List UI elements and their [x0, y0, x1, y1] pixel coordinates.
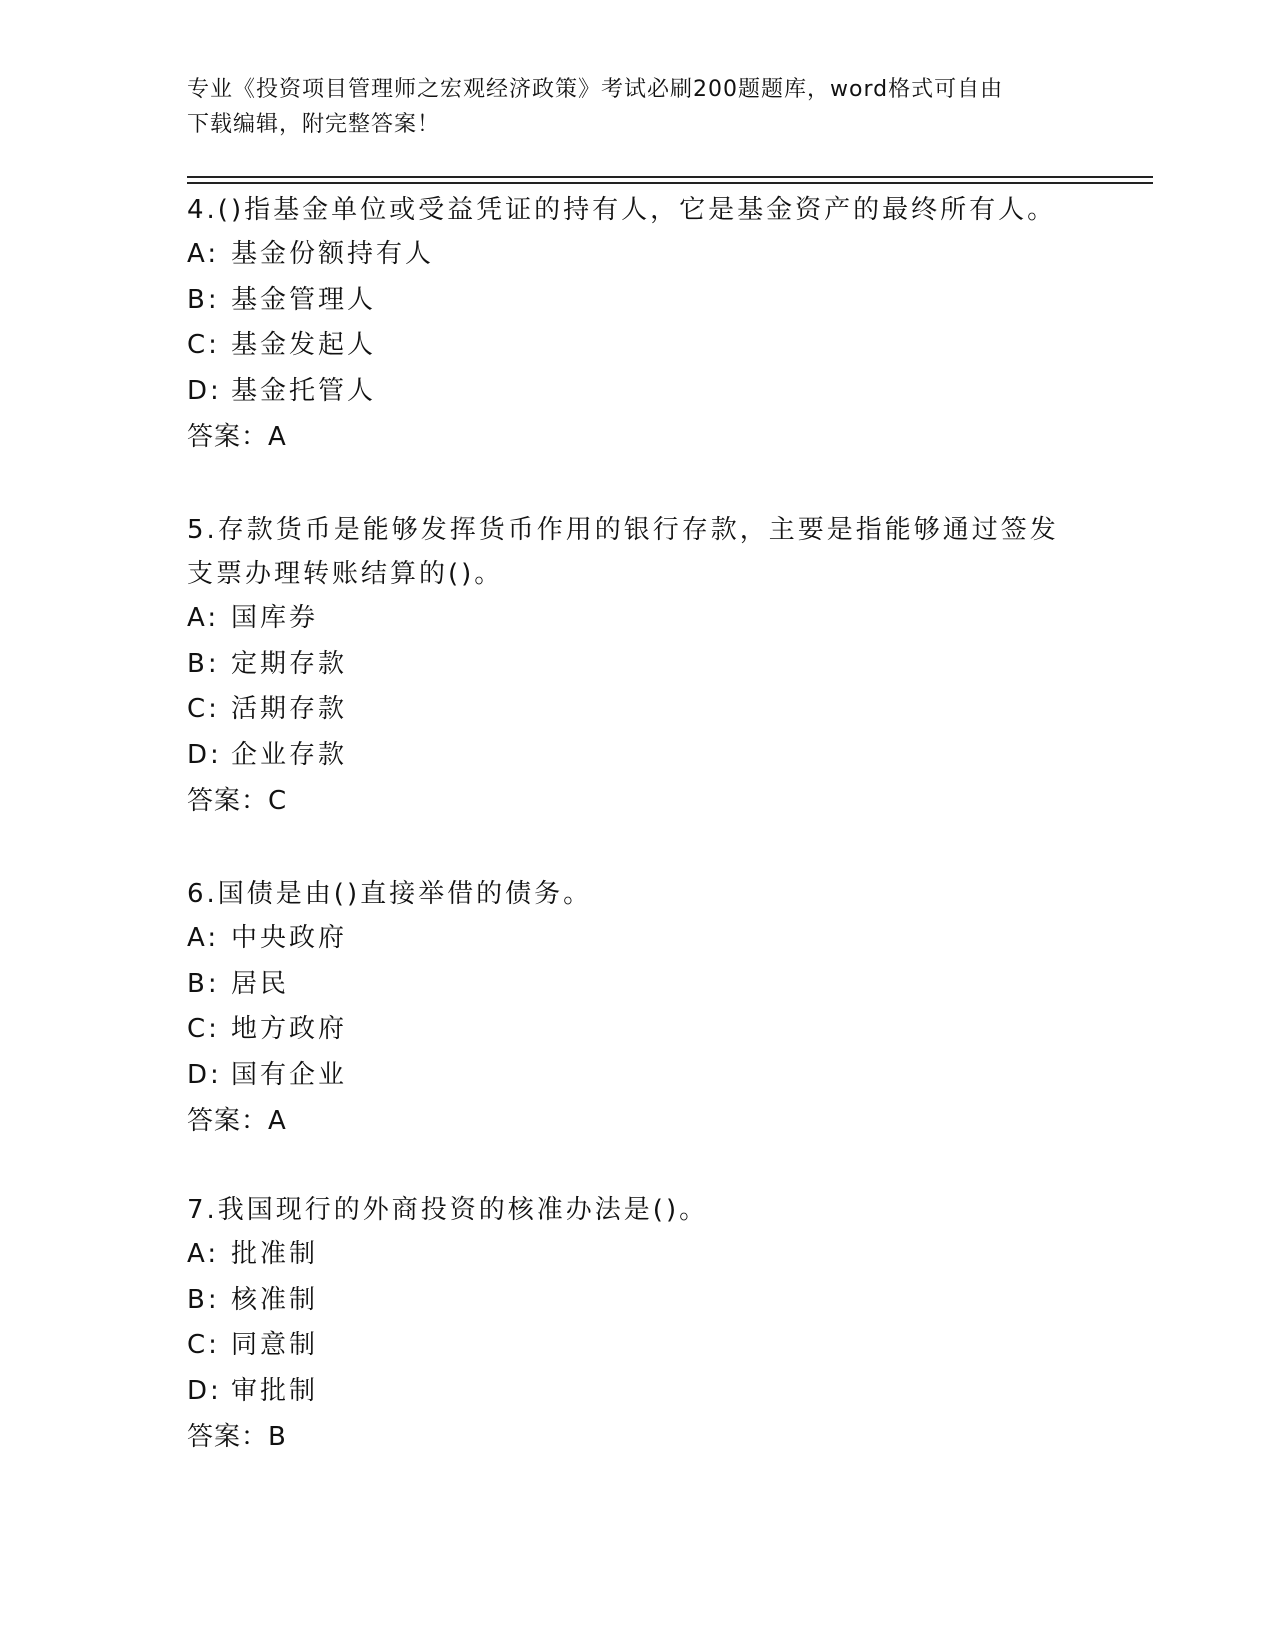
option-text: 核准制 [231, 1284, 319, 1315]
header-line-2: 下载编辑，附完整答案！ [187, 112, 441, 137]
option-label: C: [187, 1014, 220, 1044]
question-stem: 7.我国现行的外商投资的核准办法是()。 [187, 1195, 709, 1225]
option-a [187, 596, 1087, 642]
header-line-1: 专业《投资项目管理师之宏观经济政策》考试必刷200题题库，word格式可自由 [187, 77, 1004, 102]
option-text: 基金管理人 [231, 284, 377, 315]
option-text: 定期存款 [231, 648, 348, 679]
question-6 [187, 872, 1087, 1144]
answer-line: 答案：C [187, 786, 288, 816]
option-c [187, 1323, 1087, 1369]
option-label: C: [187, 694, 220, 724]
question-stem-line-1: 5.存款货币是能够发挥货币作用的银行存款，主要是指能够通过签发 [187, 515, 1059, 545]
option-text: 批准制 [231, 1239, 319, 1269]
option-b [187, 962, 1087, 1008]
option-label: B: [187, 1284, 220, 1315]
option-text: 居民 [231, 968, 290, 999]
option-d [187, 369, 1087, 415]
option-a [187, 1232, 1087, 1278]
option-b [187, 278, 1087, 324]
option-text: 基金份额持有人 [231, 239, 435, 269]
option-d [187, 733, 1087, 779]
option-text: 同意制 [231, 1330, 319, 1360]
option-text: 活期存款 [231, 694, 348, 724]
option-label: C: [187, 330, 220, 360]
question-4 [187, 188, 1087, 460]
option-label: B: [187, 648, 220, 679]
question-stem: 6.国债是由()直接举借的债务。 [187, 879, 593, 909]
option-a [187, 916, 1087, 962]
option-b [187, 1278, 1087, 1324]
option-text: 中央政府 [231, 923, 348, 953]
option-b [187, 642, 1087, 688]
question-stem: 4.()指基金单位或受益凭证的持有人，它是基金资产的最终所有人。 [187, 195, 1057, 225]
question-5 [187, 508, 1087, 824]
option-label: A: [187, 603, 220, 633]
question-7 [187, 1188, 1087, 1460]
question-stem-line-2: 支票办理转账结算的()。 [187, 559, 504, 589]
option-label: A: [187, 1239, 220, 1269]
option-text: 基金托管人 [231, 375, 377, 406]
option-label: D: [187, 375, 222, 406]
option-text: 国库券 [231, 603, 319, 633]
option-a [187, 232, 1087, 278]
option-text: 地方政府 [231, 1014, 348, 1044]
option-c [187, 1007, 1087, 1053]
document-header [187, 72, 1067, 142]
option-text: 基金发起人 [231, 330, 377, 360]
option-d [187, 1369, 1087, 1415]
answer-line: 答案：A [187, 1106, 287, 1136]
option-text: 审批制 [231, 1375, 319, 1406]
answer-line: 答案：B [187, 1422, 287, 1452]
answer-line: 答案：A [187, 422, 287, 452]
option-label: B: [187, 284, 220, 315]
option-label: A: [187, 239, 220, 269]
option-label: D: [187, 739, 222, 770]
header-divider-top [187, 176, 1153, 178]
option-text: 国有企业 [231, 1059, 348, 1090]
option-d [187, 1053, 1087, 1099]
header-divider-bottom [187, 182, 1153, 184]
option-label: A: [187, 923, 220, 953]
option-label: B: [187, 968, 220, 999]
option-label: D: [187, 1375, 222, 1406]
option-text: 企业存款 [231, 739, 348, 770]
option-label: C: [187, 1330, 220, 1360]
option-c [187, 687, 1087, 733]
option-c [187, 323, 1087, 369]
option-label: D: [187, 1059, 222, 1090]
